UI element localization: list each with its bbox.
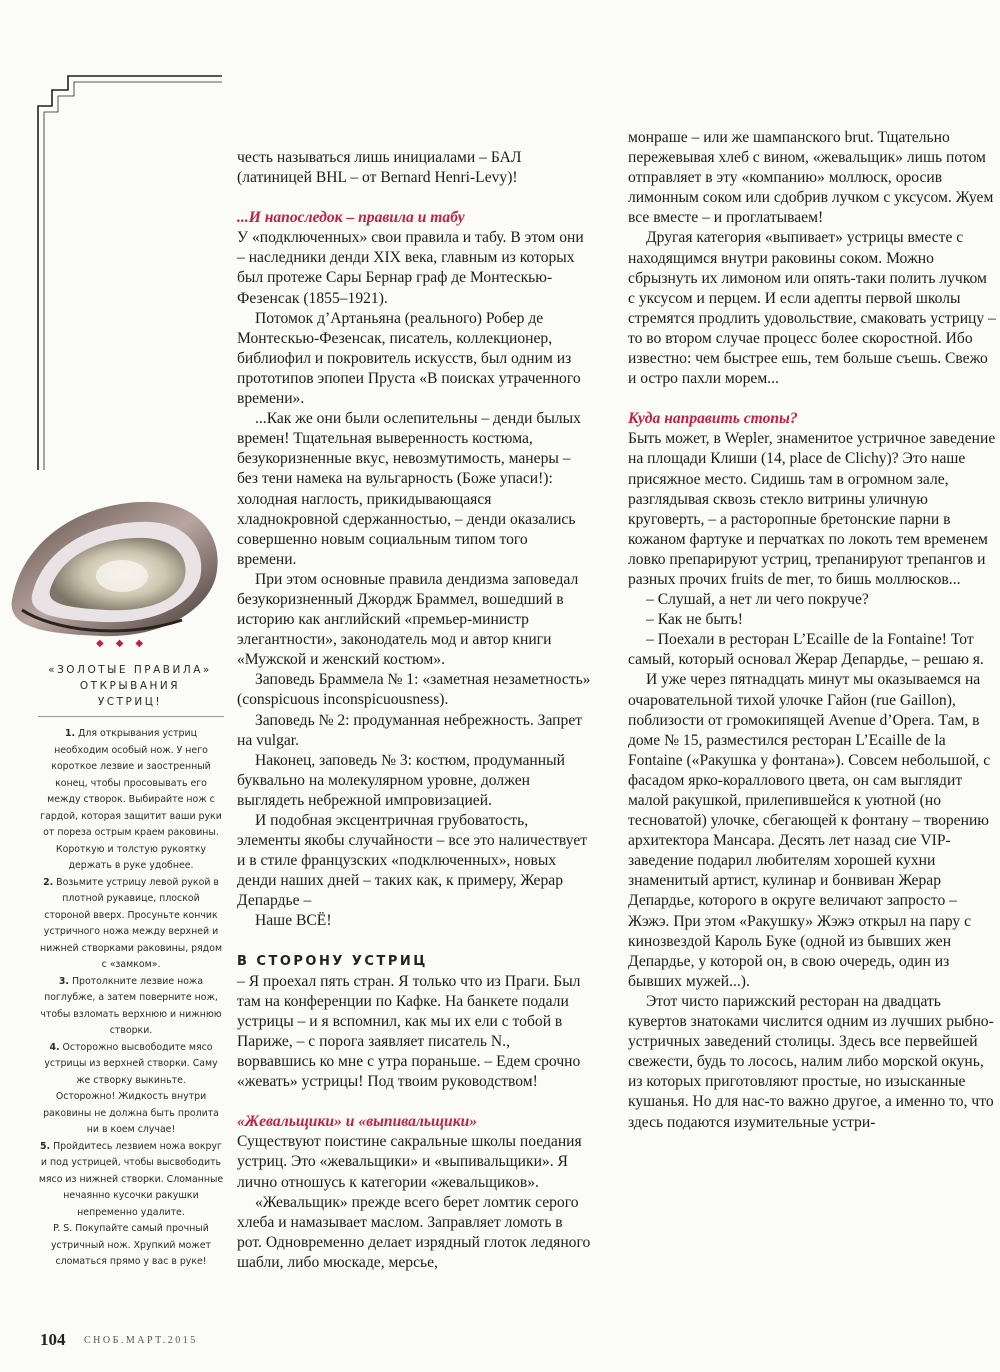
warning-note: Осторожно! Жидкость внутри раковины не должна быть пролита ни в коем случае! — [43, 1091, 219, 1135]
magazine-issue: СНОБ.МАРТ.2015 — [84, 1335, 198, 1346]
section-heading: Куда направить стопы? — [628, 410, 798, 428]
sidebar-divider — [38, 716, 224, 717]
oyster-icon — [2, 480, 224, 645]
article-column-1: честь называться лишь инициалами – БАЛ (латиницей BHL – от Bernard Henri-Levy)! ...И напоследок – правила и табу У «подключенных» свои правила и табу. В этом они – наследники денди XIX века, главным из которых был протеже Сары Бернар граф де Монтескью-Фезенсак (1855–1921). Потомок д’Артаньяна (реального) Робер де Монтескью-Фезенсак, писатель, коллекционер, библиофил и покровитель искусств, был одним из прототипов эпопеи Пруста «В поисках утраченного времени». ...Как же они были ослепительны – денди былых времен! Тщательная выверенность костюма, безукоризненные вкус, невозмутимость, манеры – без тени намека на вульгарность (Боже упаси!): холодная наглость, прикидывающаяся хладнокровной сдержанностью, – денди оказались совершенно новым социальным типом того времени. При этом основные правила дендизма заповедал безукоризненный Джордж Браммел, вошедший в историю как английский «премьер-министр элегантности», законодатель мод и автор книги «Мужской и женский костюм». Заповедь Браммела № 1: «заметная незаметность» (conspicuous inconspicuousness). Заповедь № 2: продуманная небрежность. Запрет на vulgar. Наконец, заповедь № 3: костюм, продуманный буквально на молекулярном уровне, должен выглядеть небрежной импровизацией. И подобная эксцентричная грубоватость, элементы якобы случайности – все это наличествует и в стиле французских «подключенных», новых денди наших дней – таких как, к примеру, Жерар Депардье – Наше ВСЁ! В СТОРОНУ УСТРИЦ – Я проехал пять стран. Я только что из Праги. Был там на конференции по Кафке. На банкете подали устрицы – и я вспомнил, как мы их ели с тобой в Париже, – с порога заявляет писатель N., ворвавшись ко мне с утра пораньше. – Едем срочно «жевать» устрицы! Под твоим руководством! «Жевальщики» и «выпивальщики» Существуют поистине сакральные школы поедания устриц. Это «жевальщики» и «выпивальщики». Я лично отношусь к категории «жевальщиков». «Жевальщик» прежде всего берет ломтик серого хлеба и намазывает маслом. Заправляет ломоть в рот. Одновременно делает изрядный глоток ледяного шабли, либо мюскаде, мерсье, — [237, 149, 591, 1271]
step-5: 5. Пройдитесь лезвием ножа вокруг и под устрицей, чтобы высвободить мясо из нижней створки. Сломанные нечаянно кусочки ракушки непременно удалите. — [38, 1140, 224, 1218]
step-1: 1. Для открывания устриц необходим особый нож. У него короткое лезвие и заостренный конец, чтобы просовывать его между створок. Выбирайте нож с гардой, которая защитит ваши руки от пореза острым краем раковины. Короткую и толстую рукоятку держать в руке удобнее. — [40, 728, 222, 871]
sidebar-instructions — [38, 726, 224, 1271]
step-3: 3. Протолкните лезвие ножа поглубже, а затем поверните нож, чтобы взломать верхнюю и нижнюю створки. — [40, 975, 222, 1036]
step-4: 4. Осторожно высвободите мясо устрицы из верхней створки. Саму же створку выкиньте. — [44, 1041, 218, 1086]
article-column-2: монраше – или же шампанского brut. Тщательно пережевывая хлеб с вином, «жевальщик» лишь потом отправляет в эту «компанию» моллюск, оросив лимонным соком или сдобрив лучком с уксусом. Жуем все вместе – и проглатываем! Другая категория «выпивает» устрицы вместе с находящимся внутри раковины соком. Можно сбрызнуть их лимоном или опять-таки полить лучком с уксусом и перцем. И если адепты первой школы стремятся продлить удовольствие, смаковать устрицу – то во втором случае процесс более скоростной. Ибо известно: чем быстрее ешь, тем больше съешь. Свежо и остро пахли морем... Куда направить стопы? Быть может, в Wepler, знаменитое устричное заведение на площади Клиши (14, place de Clichy)? Это наше присяжное место. Сидишь там в огромном зале, разглядывая сквозь стекло витрины уличную круговерть, – а расторопные бретонские парни в кожаном фартуке и перчатках по локоть тем временем ловко препарируют устриц, трепанируют трепангов и разных прочих fruits de mer, то бишь моллюсков... – Слушай, а нет ли чего покруче? – Как не быть! – Поехали в ресторан L’Ecaille de la Fontaine! Тот самый, который основал Жерар Депардье, – решаю я. И уже через пятнадцать минут мы оказываемся на очаровательной тихой улочке Гайон (rue Gaillon), поблизости от громокипящей Avenue d’Opera. Там, в доме № 15, разместился ресторан L’Ecaille de la Fontaine («Ракушка у фонтана»). Совсем небольшой, с фасадом ярко-кораллового цвета, он сам выглядит малой ракушкой, прилепившейся к уютной (но тесноватой) улочке, сбегающей к фонтану – творению архитектора Мансара. Десять лет назад сие VIP-заведение подарил любителям хорошей кухни знаменитый артист, кулинар и бонвиван Жерар Депардье, которого в округе величают запросто – Жэжэ. При этом «Ракушку» Жэжэ открыл на пару с кинозвездой Кароль Буке (одной из бывших жен Депардье, у которой он, в свою очередь, один из бывших мужей...). Этот чисто парижский ресторан на двадцать кувертов знатоками числится одним из лучших рыбно-устричных заведений столицы. Здесь все первейшей свежести, будь то лосось, налим либо морской окунь, из которых приготовляют простые, но изысканные кушанья. Но для нас-то важно другое, а именно то, что здесь подаются изумительные устри- — [628, 129, 996, 1131]
step-2: 2. Возьмите устрицу левой рукой в плотной рукавице, плоской стороной вверх. Просуньте кончик устричного ножа между верхней и нижней створками раковины, рядом с «замком». — [39, 876, 223, 970]
page-number: 104 — [40, 1330, 66, 1349]
section-heading: В СТОРОНУ УСТРИЦ — [237, 953, 428, 969]
corner-frame-decoration — [0, 0, 230, 480]
section-heading: ...И напоследок – правила и табу — [237, 209, 465, 227]
postscript: P. S. Покупайте самый прочный устричный нож. Хрупкий может сломаться прямо у вас в руке! — [51, 1223, 211, 1267]
section-heading: «Жевальщики» и «выпивальщики» — [237, 1113, 478, 1131]
diamond-icon: ◆◆◆ — [96, 638, 156, 649]
sidebar-title: «ЗОЛОТЫЕ ПРАВИЛА» ОТКРЫВАНИЯ УСТРИЦ! — [48, 664, 212, 708]
